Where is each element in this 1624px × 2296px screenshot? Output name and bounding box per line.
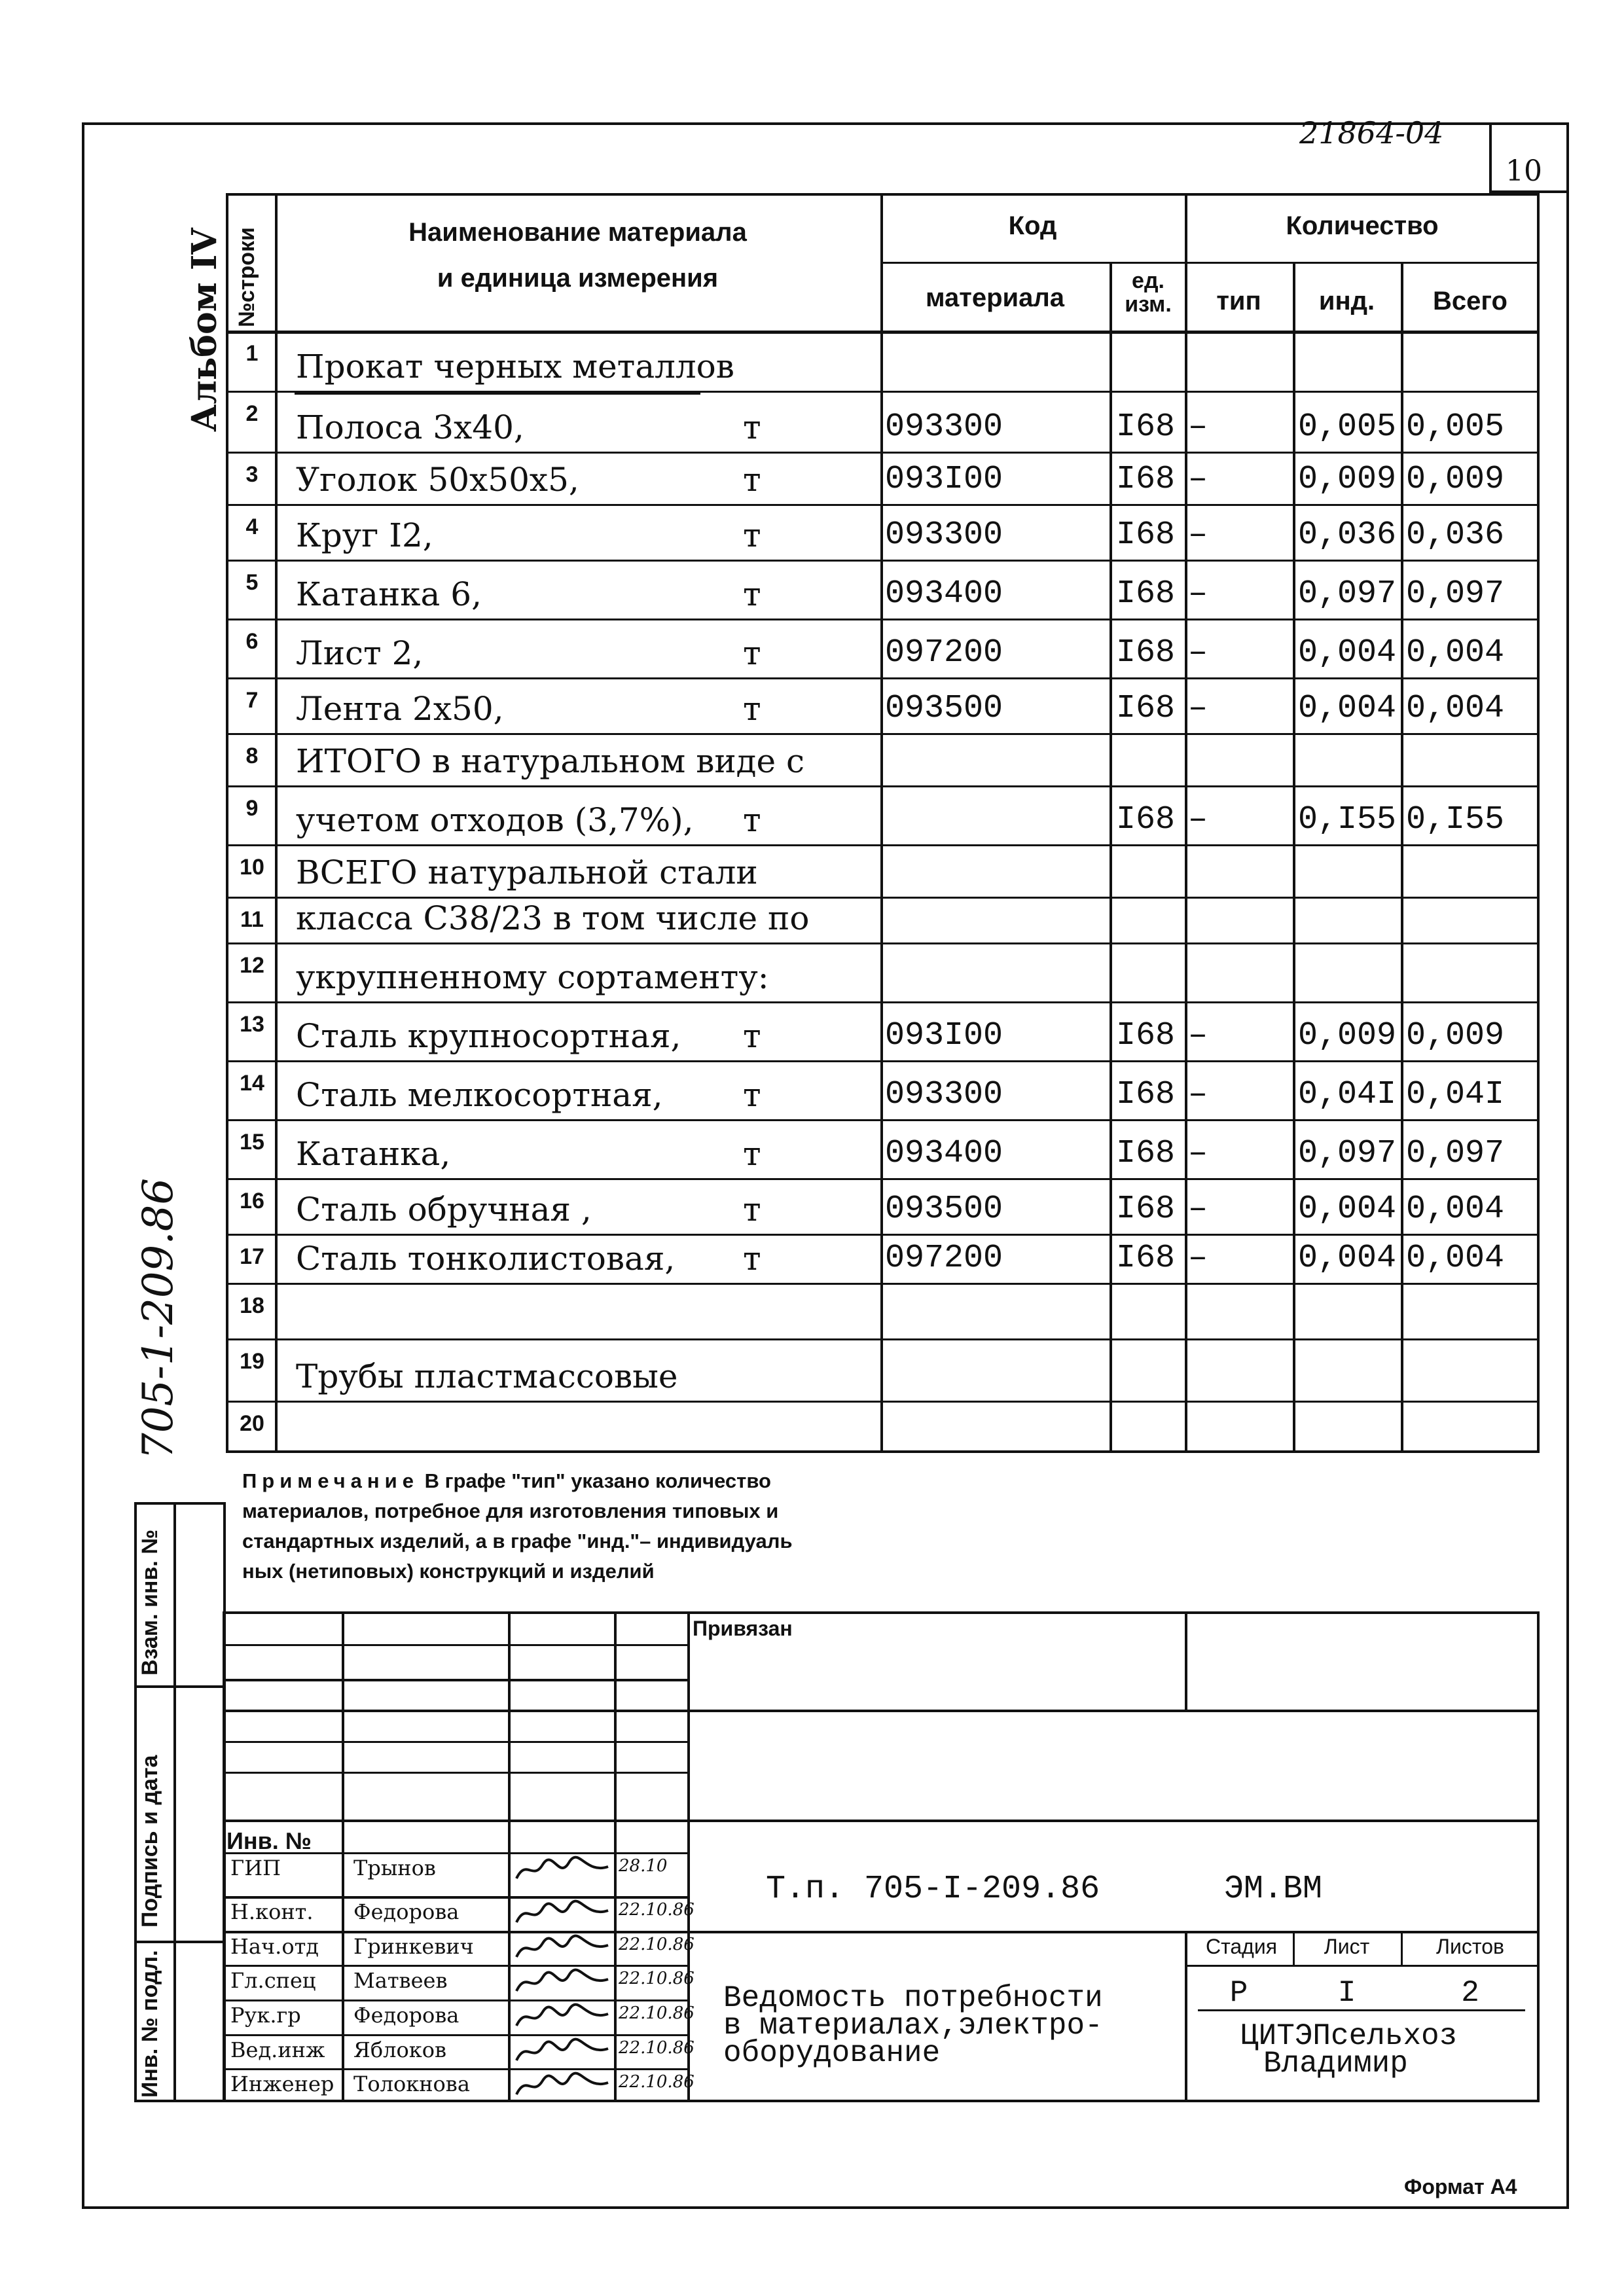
- material-code: 093300: [885, 408, 1003, 446]
- stage-value: Р: [1229, 1976, 1248, 2010]
- unit-mark: т: [743, 1191, 761, 1229]
- signature-name: Матвеев: [353, 1968, 448, 1993]
- unit-code: I68: [1116, 634, 1176, 672]
- unit-mark: т: [743, 1017, 761, 1055]
- note-line2: материалов, потребное для изготовления типовых и: [242, 1499, 779, 1522]
- signature-scribble: [513, 1967, 611, 1998]
- row-number: 3: [245, 462, 259, 487]
- unit-code: I68: [1116, 801, 1176, 838]
- unit-code: I68: [1116, 1017, 1176, 1054]
- unit-mark: т: [743, 575, 761, 613]
- signature-scribble: [513, 1933, 611, 1964]
- material-name: учетом отходов (3,7%),: [296, 801, 694, 839]
- material-name: Сталь крупносортная,: [296, 1017, 681, 1055]
- qty-total: 0,004: [1406, 690, 1505, 727]
- material-code: 093I00: [885, 1017, 1003, 1054]
- signature-name: Трынов: [353, 1856, 436, 1880]
- material-code: 093I00: [885, 461, 1003, 498]
- note-line3: стандартных изделий, а в графе "инд."– индивидуаль: [242, 1530, 793, 1552]
- project-code: Т.п. 705-I-209.86: [766, 1871, 1100, 1908]
- qty-ind: 0,009: [1298, 461, 1397, 498]
- unit-code: I68: [1116, 516, 1176, 554]
- row-number: 5: [245, 570, 259, 595]
- row-number: 9: [245, 796, 259, 821]
- unit-code: I68: [1116, 1191, 1176, 1228]
- material-code: 093500: [885, 1191, 1003, 1228]
- header-row-no: №строки: [234, 227, 259, 327]
- row-number: 10: [240, 855, 264, 880]
- drawing-mark: ЭМ.ВМ: [1224, 1871, 1323, 1908]
- signature-name: Толокнова: [353, 2072, 470, 2096]
- signature-date: 22.10.86: [619, 1935, 695, 1954]
- qty-ind: 0,04I: [1298, 1076, 1397, 1113]
- signature-scribble: [513, 1899, 611, 1929]
- qty-ind: 0,I55: [1298, 801, 1397, 838]
- material-code: 093300: [885, 1076, 1003, 1113]
- qty-total: 0,009: [1406, 1017, 1505, 1054]
- note-line1: В графе "тип" указано количество: [424, 1469, 771, 1492]
- qty-ind: 0,009: [1298, 1017, 1397, 1054]
- podpis-data-label: Подпись и дата: [137, 1755, 162, 1928]
- signature-scribble: [513, 2037, 611, 2067]
- sheet-title-line2: в материалах,электро-: [723, 2009, 1103, 2043]
- material-name: класса С38/23 в том числе по: [296, 899, 810, 937]
- signature-date: 22.10.86: [619, 2003, 695, 2023]
- material-name: Катанка,: [296, 1135, 451, 1173]
- header-unit: ед. изм.: [1125, 268, 1172, 317]
- row-number: 11: [240, 907, 264, 932]
- qty-typ: –: [1188, 1076, 1208, 1113]
- header-material: материала: [925, 283, 1065, 312]
- signature-role: Инженер: [230, 2072, 334, 2096]
- material-name: ИТОГО в натуральном виде с: [296, 742, 804, 780]
- organization-line1: ЦИТЭПсельхоз: [1240, 2019, 1458, 2053]
- unit-mark: т: [743, 690, 761, 728]
- unit-code: I68: [1116, 690, 1176, 727]
- signature-scribble: [513, 1855, 611, 1885]
- doc-number-handwritten: 21864-04: [1299, 115, 1444, 151]
- sheets-value: 2: [1461, 1976, 1479, 2010]
- sheet-label: Лист: [1324, 1935, 1370, 1958]
- signature-date: 22.10.86: [619, 1900, 695, 1920]
- inv-podl-label: Инв. № подл.: [137, 1950, 162, 2098]
- qty-total: 0,009: [1406, 461, 1505, 498]
- material-code: 093400: [885, 1135, 1003, 1172]
- row-number: 1: [245, 341, 259, 366]
- unit-code: I68: [1116, 461, 1176, 498]
- stage-label: Стадия: [1205, 1935, 1278, 1958]
- material-name: Прокат черных металлов: [296, 348, 734, 386]
- material-code: 097200: [885, 634, 1003, 672]
- qty-typ: –: [1188, 516, 1208, 554]
- qty-typ: –: [1188, 634, 1208, 672]
- signature-role: Вед.инж: [230, 2037, 325, 2062]
- qty-typ: –: [1188, 1191, 1208, 1228]
- signature-role: Н.конт.: [230, 1899, 314, 1924]
- signature-role: Нач.отд: [230, 1934, 319, 1959]
- material-name: Трубы пластмассовые: [296, 1357, 678, 1395]
- header-ind: инд.: [1318, 287, 1375, 315]
- sheet-value: I: [1337, 1976, 1356, 2010]
- qty-ind: 0,004: [1298, 1240, 1397, 1277]
- material-code: 097200: [885, 1240, 1003, 1277]
- header-code: Код: [1008, 211, 1057, 240]
- organization-line2: Владимир: [1263, 2047, 1408, 2081]
- qty-total: 0,005: [1406, 408, 1505, 446]
- qty-typ: –: [1188, 1017, 1208, 1054]
- vzam-inv-label: Взам. инв. №: [137, 1529, 162, 1676]
- material-name: Полоса 3х40,: [296, 408, 524, 446]
- inv-no-label: Инв. №: [226, 1827, 312, 1854]
- signature-date: 28.10: [619, 1856, 668, 1876]
- signature-role: Рук.гр: [230, 2003, 301, 2028]
- header-name-line1: Наименование материала: [408, 218, 747, 247]
- signature-date: 22.10.86: [619, 2072, 695, 2092]
- qty-total: 0,I55: [1406, 801, 1505, 838]
- note: [242, 1466, 1224, 1587]
- unit-mark: т: [743, 1135, 761, 1173]
- row-number: 18: [240, 1293, 264, 1318]
- sheets-label: Листов: [1436, 1935, 1504, 1958]
- unit-code: I68: [1116, 1076, 1176, 1113]
- row-number: 6: [245, 629, 259, 654]
- unit-code: I68: [1116, 1240, 1176, 1277]
- qty-ind: 0,097: [1298, 1135, 1397, 1172]
- qty-typ: –: [1188, 575, 1208, 613]
- signature-name: Федорова: [353, 1899, 460, 1924]
- sheet-title-line3: оборудование: [723, 2036, 941, 2070]
- row-number: 15: [240, 1130, 264, 1155]
- qty-typ: –: [1188, 408, 1208, 446]
- row-number: 4: [245, 514, 259, 539]
- note-title: Примечание: [242, 1469, 419, 1492]
- material-name: Лента 2х50,: [296, 690, 504, 728]
- qty-total: 0,04I: [1406, 1076, 1505, 1113]
- material-name: Катанка 6,: [296, 575, 482, 613]
- unit-mark: т: [743, 1076, 761, 1114]
- row-number: 14: [240, 1071, 264, 1096]
- material-name: Сталь мелкосортная,: [296, 1076, 663, 1114]
- signature-name: Гринкевич: [353, 1934, 474, 1959]
- header-total: Всего: [1433, 287, 1507, 315]
- qty-ind: 0,097: [1298, 575, 1397, 613]
- unit-mark: т: [743, 634, 761, 672]
- row-number: 2: [245, 401, 259, 426]
- unit-mark: т: [743, 461, 761, 499]
- material-name: Сталь тонколистовая,: [296, 1240, 676, 1278]
- row-number: 8: [245, 744, 259, 768]
- qty-ind: 0,004: [1298, 634, 1397, 672]
- page-number: 10: [1506, 154, 1542, 188]
- side-number-handwritten: 705-1-209.86: [134, 1177, 183, 1460]
- signature-role: Гл.спец: [230, 1968, 316, 1993]
- unit-code: I68: [1116, 408, 1176, 446]
- album-label: Альбом IV: [185, 228, 225, 432]
- row-number: 20: [240, 1411, 264, 1436]
- signature-name: Федорова: [353, 2003, 460, 2028]
- material-name: Лист 2,: [296, 634, 424, 672]
- header-quantity: Количество: [1286, 211, 1439, 240]
- material-name: Сталь обручная ,: [296, 1191, 592, 1229]
- unit-mark: т: [743, 516, 761, 554]
- qty-total: 0,097: [1406, 1135, 1505, 1172]
- qty-total: 0,004: [1406, 1191, 1505, 1228]
- row-number: 16: [240, 1189, 264, 1213]
- header-name-line2: и единица измерения: [437, 264, 719, 293]
- qty-typ: –: [1188, 690, 1208, 727]
- qty-ind: 0,036: [1298, 516, 1397, 554]
- qty-typ: –: [1188, 801, 1208, 838]
- signature-date: 22.10.86: [619, 1969, 695, 1988]
- material-name: ВСЕГО натуральной стали: [296, 853, 758, 891]
- qty-ind: 0,004: [1298, 690, 1397, 727]
- qty-total: 0,036: [1406, 516, 1505, 554]
- unit-code: I68: [1116, 575, 1176, 613]
- signature-role: ГИП: [230, 1856, 281, 1880]
- row-number: 17: [240, 1244, 264, 1269]
- qty-ind: 0,004: [1298, 1191, 1397, 1228]
- material-code: 093500: [885, 690, 1003, 727]
- material-name: Уголок 50х50х5,: [296, 461, 579, 499]
- unit-mark: т: [743, 1240, 761, 1278]
- row-number: 7: [245, 688, 259, 713]
- material-name: Круг I2,: [296, 516, 433, 554]
- qty-typ: –: [1188, 1240, 1208, 1277]
- qty-total: 0,004: [1406, 634, 1505, 672]
- signature-scribble: [513, 2071, 611, 2101]
- header-typ: тип: [1216, 287, 1261, 315]
- material-name: укрупненному сортаменту:: [296, 958, 769, 996]
- qty-typ: –: [1188, 1135, 1208, 1172]
- row-number: 12: [240, 953, 264, 978]
- privyazan-label: Привязан: [693, 1617, 793, 1640]
- sheet-title-line1: Ведомость потребности: [723, 1981, 1103, 2015]
- note-line4: ных (нетиповых) конструкций и изделий: [242, 1560, 655, 1583]
- signature-name: Яблоков: [353, 2037, 446, 2062]
- signature-date: 22.10.86: [619, 2038, 695, 2058]
- material-code: 093400: [885, 575, 1003, 613]
- material-code: 093300: [885, 516, 1003, 554]
- row-number: 13: [240, 1012, 264, 1037]
- qty-total: 0,097: [1406, 575, 1505, 613]
- signature-scribble: [513, 2002, 611, 2032]
- unit-mark: т: [743, 408, 761, 446]
- unit-code: I68: [1116, 1135, 1176, 1172]
- qty-total: 0,004: [1406, 1240, 1505, 1277]
- unit-mark: т: [743, 801, 761, 839]
- row-number: 19: [240, 1349, 264, 1374]
- qty-typ: –: [1188, 461, 1208, 498]
- format-label: Формат А4: [1404, 2175, 1517, 2198]
- qty-ind: 0,005: [1298, 408, 1397, 446]
